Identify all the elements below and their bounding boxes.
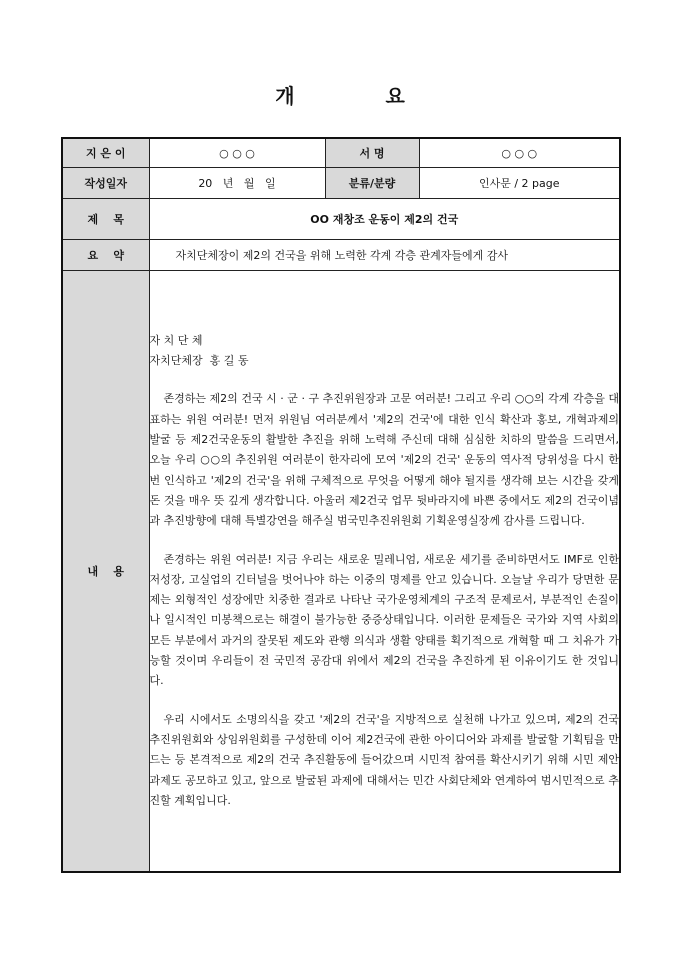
author-value: ○ ○ ○ [149,138,325,168]
content-row [62,271,620,873]
subject-value: OO 재창조 운동이 제2의 건국 [149,199,620,240]
content-body [149,271,620,873]
content-label: 내 용 [62,271,149,873]
signer-value: ○ ○ ○ [419,138,620,168]
summary-row [62,240,620,271]
date-label: 작성일자 [62,168,149,199]
content-paragraph-1: 존경하는 제2의 건국 시 · 군 · 구 추진위원장과 고문 여러분! 그리고 우리 ○○의 각계 각층을 대표하는 위원 여러분! 먼저 위원님 여러분께서 '제2의 건국'에 대한 인식 확산과 홍보, 개혁과제의 발굴 등 제2건국운동의 활발한 추진을 위해 노력해 주신데 대해 심심한 치하의 말씀을 드리면서, 오늘 우리 ○○의 추진위원 여러분이 한자리에 모여 '제2의 건국' 운동의 역사적 당위성을 다시 한번 인식하고 '제2의 건국'을 위해 구체적으로 무엇을 어떻게 해야 될지를 생각해 보는 시간을 갖게 돈 것을 매우 뜻 깊게 생각합니다. 아울러 제2건국 업무 뒷바라지에 바쁜 중에서도 제2의 건국이념과 추진방향에 대해 특별강연을 해주실 범국민추진위원회 기획운영실장께 감사를 드립니다. [149,392,619,528]
summary-value: 자치단체장이 제2의 건국을 위해 노력한 각계 각층 관계자들에게 감사 [149,240,620,271]
content-org-line: 자 치 단 체 [149,333,203,347]
category-label: 분류/분량 [325,168,419,199]
content-paragraph-3: 우리 시에서도 소명의식을 갖고 '제2의 건국'을 지방적으로 실천해 나가고 있으며, 제2의 건국 추진위원회와 상임위원회를 구성한데 이어 제2건국에 관한 아이디어와 과제를 발굴할 기획팀을 만드는 등 본격적으로 제2의 건국 추진활동에 들어갔으며 시민적 참여를 확산시키기 위해 시민 제안과제도 공모하고 있고, 앞으로 발굴된 과제에 대해서는 민간 사회단체와 연계하여 범시민적으로 추진할 계획입니다. [149,712,619,807]
content-paragraph-2: 존경하는 위원 여러분! 지금 우리는 새로운 밀레니엄, 새로운 세기를 준비하면서도 IMF로 인한 저성장, 고실업의 긴터널을 벗어나야 하는 이중의 명제를 안고 있습니다. 오늘날 우리가 당면한 문제는 외형적인 성장에만 치중한 결과로 나타난 국가운영체계의 구조적 문제로서, 부분적인 손질이나 일시적인 미봉책으로는 해결이 불가능한 중증상태입니다. 이러한 문제들은 국가와 지역 사회의 모든 부분에서 과거의 잘못된 제도와 관행 의식과 생활 양태를 획기적으로 개혁할 때 그 치유가 가능할 것이며 우리들이 전 국민적 공감대 위에서 제2의 건국을 추진하게 된 이유이기도 한 것입니다. [149,552,619,688]
category-value: 인사문 / 2 page [419,168,620,199]
subject-label: 제 목 [62,199,149,240]
summary-label: 요 약 [62,240,149,271]
date-row [62,168,620,199]
author-row [62,138,620,168]
subject-row [62,199,620,240]
date-value: 20 년 월 일 [149,168,325,199]
page-title: 개 요 [275,84,447,108]
signer-label: 서 명 [325,138,419,168]
content-name-line: 자치단체장 홍 길 동 [149,354,249,368]
overview-form [61,137,621,873]
author-label: 지 은 이 [62,138,149,168]
